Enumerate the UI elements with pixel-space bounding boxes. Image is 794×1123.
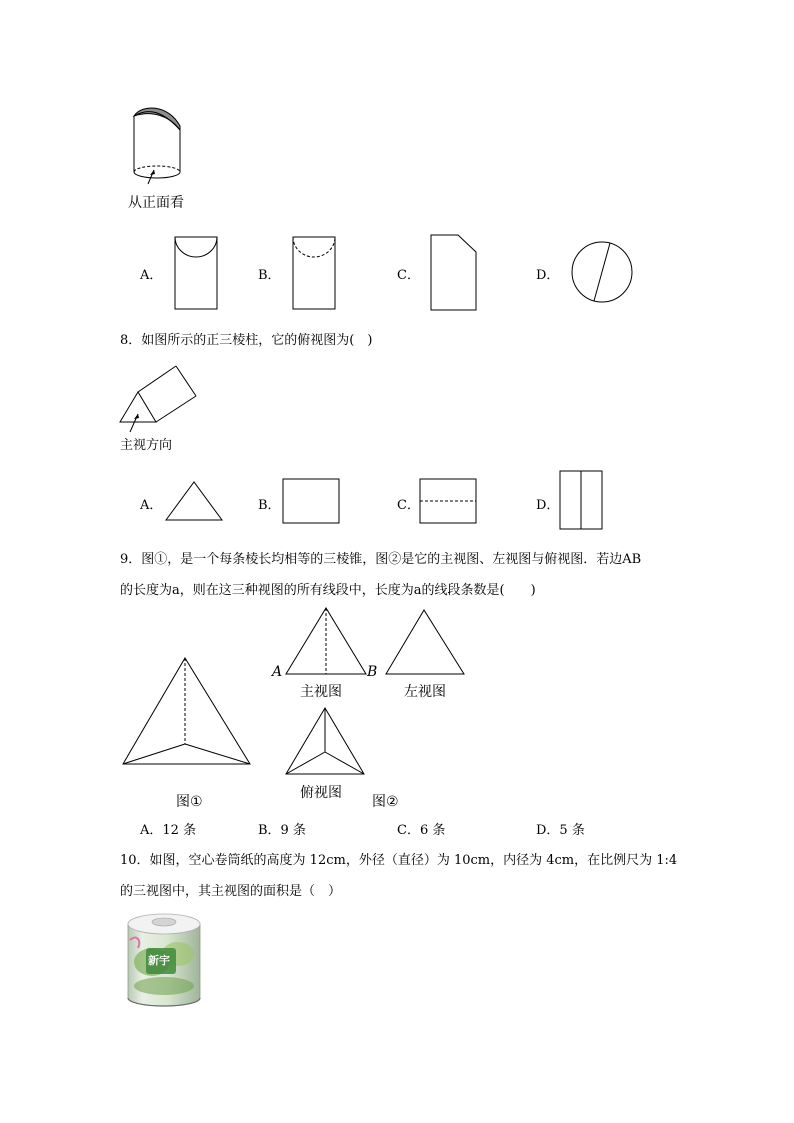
q7-option-a-label[interactable]: A． [140,268,163,283]
q9-left-view-figure [384,608,466,676]
q10-stem-line-1: 10．如图，空心卷筒纸的高度为 12cm，外径（直径）为 10cm，内径为 4cm，在比例尺为 1:4 [120,853,678,868]
q9-label-a: A [272,664,283,680]
q9-figure-1-caption: 图① [176,794,203,810]
q7-view-caption: 从正面看 [128,195,184,211]
q9-top-view-figure [284,706,368,776]
q8-option-d-label[interactable]: D． [536,498,560,513]
q9-front-view-figure [284,606,368,676]
q8-stem: 8．如图所示的正三棱柱，它的俯视图为( ) [120,333,373,348]
q7-option-c-figure [430,234,478,312]
q9-option-c[interactable]: C．6 条 [397,823,446,838]
q7-option-a-figure [174,236,218,310]
q8-option-a-label[interactable]: A． [140,498,163,513]
q9-top-view-caption: 俯视图 [300,785,342,801]
q7-option-b-figure [292,236,336,310]
q8-prism-figure [118,364,200,434]
q8-option-a-figure [164,480,224,522]
q8-option-b-label[interactable]: B． [258,498,281,513]
q9-label-b: B [367,664,378,680]
q8-option-d-figure [559,470,605,532]
q7-option-c-label[interactable]: C． [397,268,420,283]
q8-view-caption: 主视方向 [120,438,173,453]
q9-figure-2-caption: 图② [372,794,399,810]
q9-option-a[interactable]: A．12 条 [140,823,197,838]
q10-package-brand-text: 新宇 [148,954,170,967]
q7-option-b-label[interactable]: B． [258,268,281,283]
q7-option-d-figure [570,240,634,304]
q7-cylinder-figure [128,104,188,186]
q8-option-c-label[interactable]: C． [397,498,420,513]
q8-option-b-figure [282,478,340,524]
q9-option-d[interactable]: D．5 条 [536,823,585,838]
q9-left-view-caption: 左视图 [404,684,446,700]
q9-tetrahedron-figure [120,656,254,768]
q9-stem-line-1: 9．图①，是一个每条棱长均相等的三棱锥，图②是它的主视图、左视图与俯视图．若边AB [120,552,642,567]
q9-front-view-caption: 主视图 [300,684,342,700]
q9-stem-line-2: 的长度为a，则在这三种视图的所有线段中，长度为a的线段条数是( ) [120,583,536,598]
q8-option-c-figure [419,478,477,524]
q10-stem-line-2: 的三视图中，其主视图的面积是（ ） [120,884,342,899]
q7-option-d-label[interactable]: D． [536,268,560,283]
q9-option-b[interactable]: B．9 条 [258,823,306,838]
